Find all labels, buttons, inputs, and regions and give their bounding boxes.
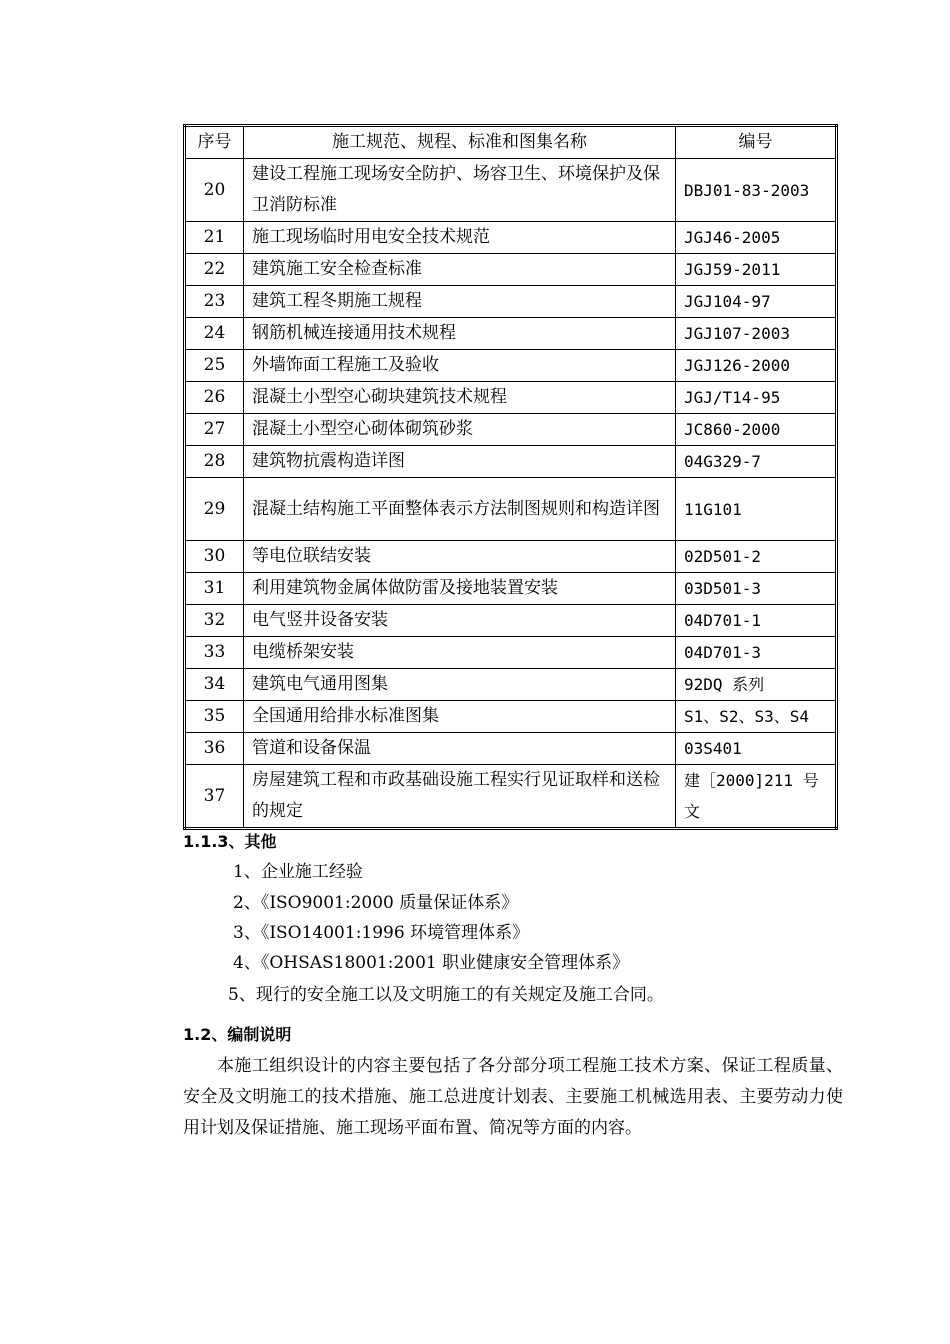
table-row [185, 414, 837, 446]
row-serial: 37 [185, 765, 244, 829]
row-code: 03S401 [676, 733, 837, 765]
table-row [185, 159, 837, 222]
row-serial: 30 [185, 541, 244, 573]
row-name: 混凝土小型空心砌体砌筑砂浆 [244, 414, 676, 446]
row-serial: 21 [185, 222, 244, 254]
table-row [185, 446, 837, 478]
table-row [185, 573, 837, 605]
row-code: 02D501-2 [676, 541, 837, 573]
header-code: 编号 [676, 126, 837, 159]
row-name: 管道和设备保温 [244, 733, 676, 765]
row-code: 04G329-7 [676, 446, 837, 478]
table-row [185, 637, 837, 669]
row-serial: 35 [185, 701, 244, 733]
row-name: 等电位联结安装 [244, 541, 676, 573]
row-code: JGJ46-2005 [676, 222, 837, 254]
row-code: 92DQ 系列 [676, 669, 837, 701]
table-row [185, 318, 837, 350]
row-serial: 34 [185, 669, 244, 701]
list-item: 2、《ISO9001:2000 质量保证体系》 [233, 893, 519, 913]
table-row [185, 669, 837, 701]
row-code: JGJ104-97 [676, 286, 837, 318]
row-code: JGJ107-2003 [676, 318, 837, 350]
table-row [185, 478, 837, 541]
row-serial: 36 [185, 733, 244, 765]
row-code: 04D701-1 [676, 605, 837, 637]
row-serial: 33 [185, 637, 244, 669]
row-name: 外墙饰面工程施工及验收 [244, 350, 676, 382]
row-code: S1、S2、S3、S4 [676, 701, 837, 733]
header-serial: 序号 [185, 126, 244, 159]
table-row [185, 765, 837, 829]
row-name: 电缆桥架安装 [244, 637, 676, 669]
row-code: JGJ/T14-95 [676, 382, 837, 414]
row-serial: 24 [185, 318, 244, 350]
row-code: 11G101 [676, 478, 837, 541]
row-name: 全国通用给排水标准图集 [244, 701, 676, 733]
row-name: 混凝土小型空心砌块建筑技术规程 [244, 382, 676, 414]
row-name: 混凝土结构施工平面整体表示方法制图规则和构造详图 [244, 478, 676, 541]
row-name: 施工现场临时用电安全技术规范 [244, 222, 676, 254]
row-serial: 23 [185, 286, 244, 318]
row-name: 电气竖井设备安装 [244, 605, 676, 637]
row-name: 建筑施工安全检查标准 [244, 254, 676, 286]
section-heading-other: 1.1.3、其他 [183, 832, 277, 851]
row-serial: 27 [185, 414, 244, 446]
row-serial: 29 [185, 478, 244, 541]
row-name: 利用建筑物金属体做防雷及接地装置安装 [244, 573, 676, 605]
row-name: 建设工程施工现场安全防护、场容卫生、环境保护及保卫消防标准 [244, 159, 676, 222]
row-code: JC860-2000 [676, 414, 837, 446]
table-row [185, 605, 837, 637]
row-code: 03D501-3 [676, 573, 837, 605]
table-row [185, 286, 837, 318]
table-row [185, 733, 837, 765]
notes-paragraph: 本施工组织设计的内容主要包括了各分部分项工程施工技术方案、保证工程质量、安全及文明施工的技术措施、施工总进度计划表、主要施工机械选用表、主要劳动力使用计划及保证措施、施工现场平面布置、简况等方面的内容。 [183, 1056, 843, 1138]
row-serial: 25 [185, 350, 244, 382]
row-code: DBJ01-83-2003 [676, 159, 837, 222]
table-row [185, 254, 837, 286]
row-serial: 26 [185, 382, 244, 414]
header-name: 施工规范、规程、标准和图集名称 [244, 126, 676, 159]
standards-table [183, 124, 838, 830]
row-serial: 22 [185, 254, 244, 286]
row-name: 建筑电气通用图集 [244, 669, 676, 701]
row-code: JGJ126-2000 [676, 350, 837, 382]
row-name: 房屋建筑工程和市政基础设施工程实行见证取样和送检的规定 [244, 765, 676, 829]
row-name: 钢筋机械连接通用技术规程 [244, 318, 676, 350]
row-serial: 31 [185, 573, 244, 605]
table-row [185, 541, 837, 573]
row-code: 建［2000]211 号文 [676, 765, 837, 829]
list-item: 4、《OHSAS18001:2001 职业健康安全管理体系》 [233, 953, 630, 973]
section-heading-notes: 1.2、编制说明 [183, 1025, 292, 1044]
row-name: 建筑物抗震构造详图 [244, 446, 676, 478]
row-serial: 20 [185, 159, 244, 222]
table-row [185, 382, 837, 414]
table-row [185, 350, 837, 382]
list-item: 5、现行的安全施工以及文明施工的有关规定及施工合同。 [228, 985, 664, 1005]
list-item: 3、《ISO14001:1996 环境管理体系》 [233, 923, 530, 943]
table-row [185, 222, 837, 254]
list-item: 1、企业施工经验 [233, 862, 363, 882]
table-row [185, 701, 837, 733]
row-name: 建筑工程冬期施工规程 [244, 286, 676, 318]
row-code: JGJ59-2011 [676, 254, 837, 286]
row-serial: 28 [185, 446, 244, 478]
table-header-row [185, 126, 837, 159]
row-serial: 32 [185, 605, 244, 637]
row-code: 04D701-3 [676, 637, 837, 669]
